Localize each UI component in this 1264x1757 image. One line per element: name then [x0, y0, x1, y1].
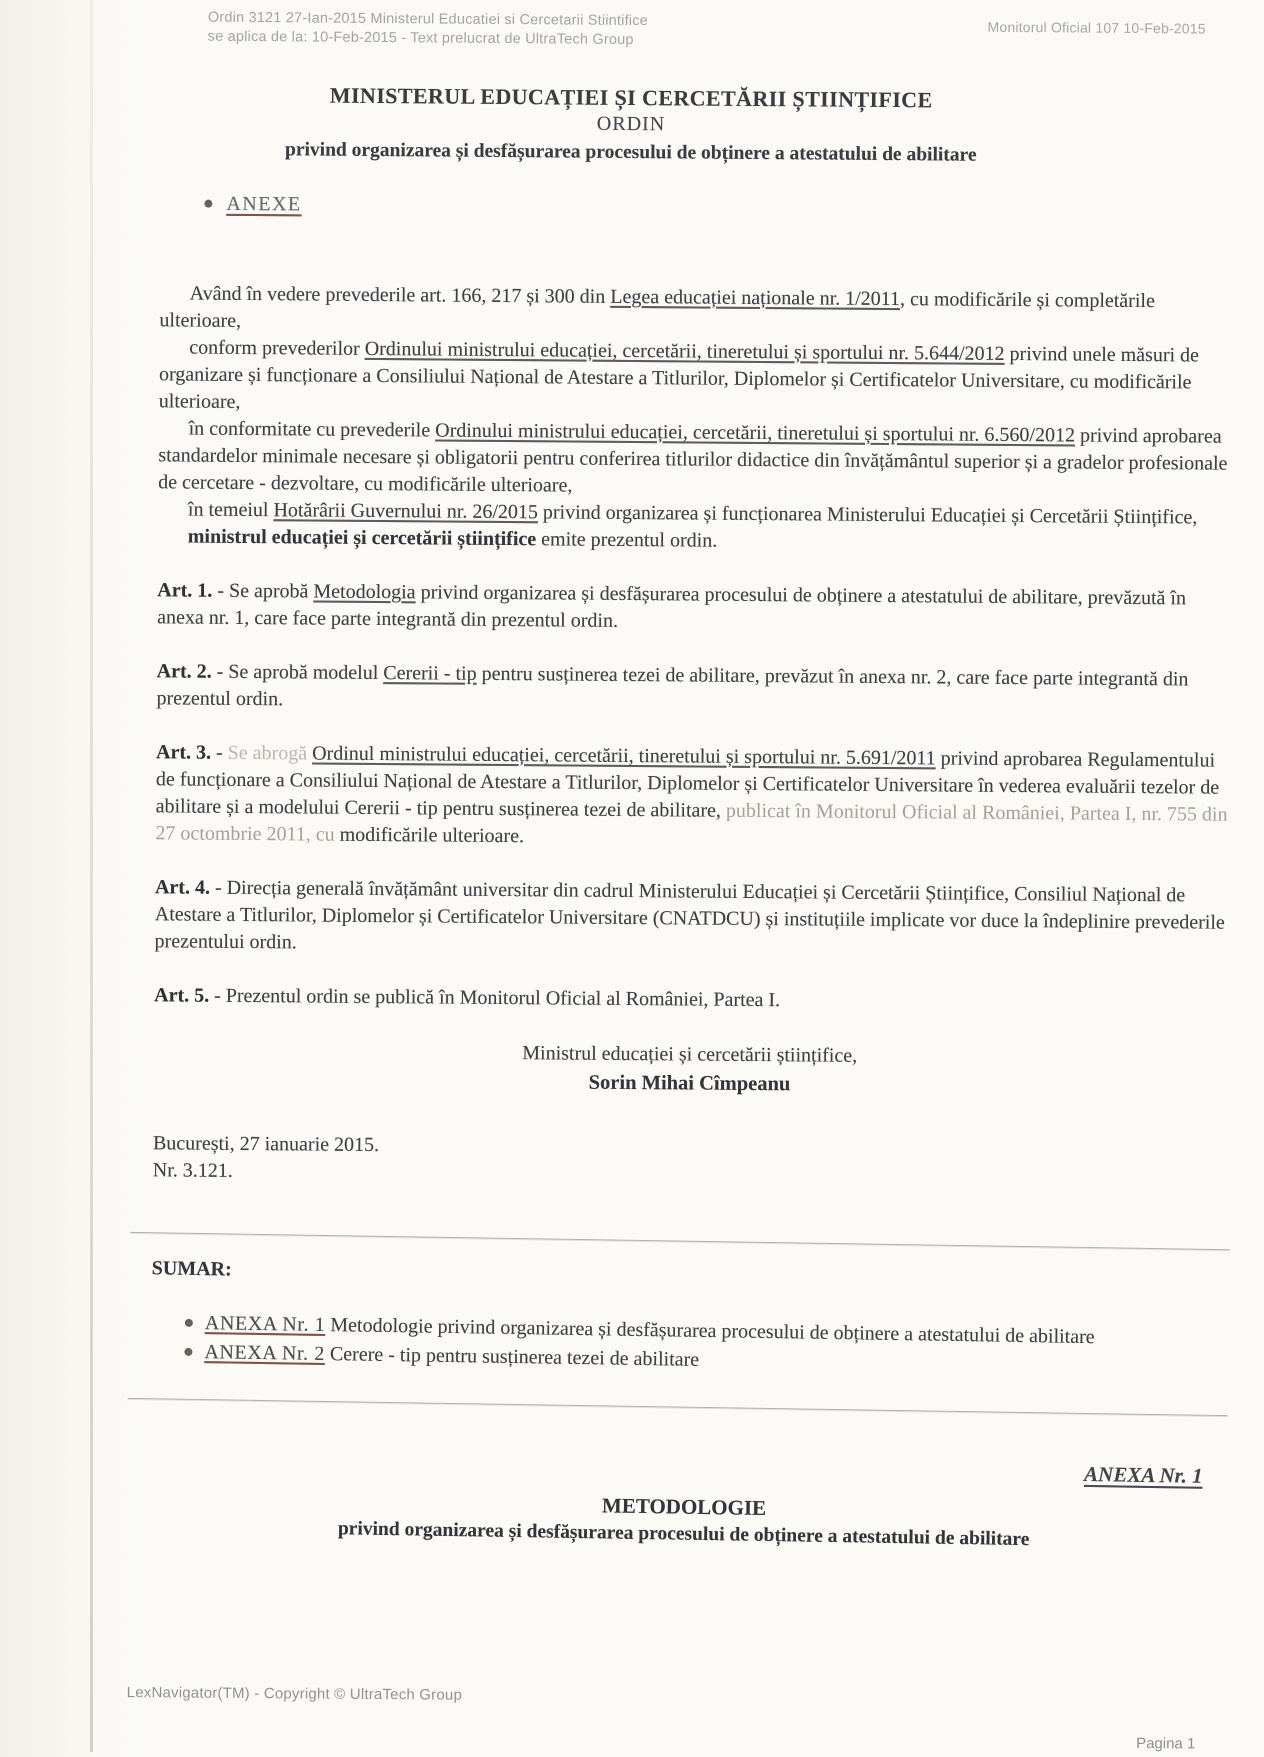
summary-and-annex-section [147, 1232, 1224, 1556]
link-ordin-5644-2012[interactable]: Ordinului ministrului educației, cercetării, tineretului și sportului nr. 5.644/2012 [364, 337, 1005, 365]
link-metodologia[interactable]: Metodologia [313, 580, 416, 604]
issue-number: Nr. 3.121. [152, 1159, 233, 1182]
text-run: Cerere - tip pentru susținerea tezei de abilitare [324, 1342, 700, 1371]
text-run: în temeiul [187, 498, 274, 522]
text-run: privind unele măsuri de organizare și funcționare a Consiliului Național de Atestare a Titlurilor, Diplomelor și Certificatelor Universitare, cu modificările ulterioare, [158, 342, 1200, 413]
text-run: pentru susținerea tezei de abilitare, prevăzut în anexa nr. 2, care face parte integrantă din prezentul ordin. [156, 662, 1189, 711]
bullet-icon [185, 1319, 193, 1327]
signature-name: Sorin Mihai Cîmpeanu [588, 1071, 791, 1096]
link-legea-educatiei-1-2011[interactable]: Legea educației naționale nr. 1/2011 [610, 285, 901, 311]
link-ordin-5691-2011[interactable]: Ordinul ministrului educației, cercetării, tineretului și sportului nr. 5.691/2011 [312, 742, 936, 770]
article-4-label: Art. 4. [154, 876, 211, 899]
document-body [150, 280, 1232, 1551]
text-run: modificările ulterioare. [334, 823, 525, 848]
text-run: în conformitate cu prevederile [188, 417, 436, 442]
text-run: privind organizarea și funcționarea Ministerului Educației și Cercetării Științifice, [537, 501, 1198, 529]
anexe-link[interactable]: ANEXE [226, 192, 302, 216]
faded-text-run: publicat în Monitorul Oficial al României, Partea I, nr. 755 din 27 octombrie 2011, cu [155, 799, 1228, 846]
divider-line [130, 1232, 1230, 1250]
annex-subtitle: privind organizarea și desfășurarea procesului de obținere a atestatului de abilitare [337, 1518, 1030, 1551]
issued-block [153, 1130, 1225, 1192]
annex-label-row [149, 1445, 1203, 1491]
signature-role: Ministrul educației și cercetării științifice, [522, 1042, 858, 1067]
document-header [0, 0, 1264, 55]
text-run: privind aprobarea standardelor minimale necesare și obligatorii pentru conferirea titlurilor didactice din învățământul superior și a gradelor profesionale de cercetare - dezvoltare, cu modificările ulterioare, [158, 424, 1228, 497]
link-hg-26-2015[interactable]: Hotărârii Guvernului nr. 26/2015 [273, 499, 539, 524]
text-run: , cu modificările și completările ulterioare, [159, 288, 1155, 332]
text-run: - Se aprobă modelul [211, 660, 384, 685]
text-run: Având în vedere prevederile art. 166, 217 și 300 din [189, 282, 611, 308]
text-run: - Direcția generală învățământ universitar din cadrul Ministerului Educației și Cercetării Științifice, Consiliul Național de Atestare a Titlurilor, Diplomelor și Certificatelor Universitare (CNATDCU) și instituțiile implicate vor duce la îndeplinire prevederile prezentului ordin. [154, 876, 1225, 954]
doc-info-line1: Ordin 3121 27-Ian-2015 Ministerul Educatiei si Cercetarii Stiintifice [207, 9, 649, 30]
title-block [0, 79, 1263, 171]
summary-heading: SUMAR: [151, 1257, 232, 1281]
doc-info-line2: se aplica de la: 10-Feb-2015 - Text prelucrat de UltraTech Group [207, 28, 634, 49]
text-run: privind organizarea și desfășurarea procesului de obținere a atestatului de abilitare, prevăzută în anexa nr. 1, care face parte integrantă din prezentul ordin. [157, 581, 1187, 632]
signature-block [153, 1037, 1225, 1102]
text-run: conform prevederilor [189, 336, 365, 360]
link-ordin-6560-2012[interactable]: Ordinului ministrului educației, cercetării, tineretului și sportului nr. 6.560/2012 [435, 419, 1076, 447]
text-run: emite prezentul ordin. [536, 528, 718, 552]
order-type-title: ORDIN [596, 112, 666, 136]
divider-line [128, 1398, 1228, 1416]
text-run: privind aprobarea Regulamentului de funcționare a Consiliului Național de Atestare a Titlurilor, Diplomelor și Certificatelor Universitare în vederea evaluării tezelor de abilitare și a modelului Cererii - tip pentru susținerea tezei de abilitare, [155, 747, 1220, 822]
link-cerere-tip[interactable]: Cererii - tip [383, 662, 477, 685]
annex-title: METODOLOGIE [601, 1493, 767, 1520]
doc-info-header [208, 9, 648, 50]
article-4 [154, 874, 1227, 963]
article-3 [155, 739, 1228, 855]
article-2 [156, 658, 1228, 720]
issue-place-date: București, 27 ianuarie 2015. [152, 1132, 380, 1157]
anexa-2-link[interactable]: ANEXA Nr. 2 [204, 1341, 326, 1365]
bullet-icon [204, 200, 212, 208]
page-number: Pagina 1 [1136, 1735, 1196, 1753]
monitor-oficial-header: Monitorul Oficial 107 10-Feb-2015 [987, 18, 1206, 37]
preamble-p2 [159, 334, 1232, 423]
article-1 [157, 577, 1229, 639]
order-subject-title: privind organizarea și desfășurarea procesului de obținere a atestatului de abilitare [284, 139, 977, 166]
preamble-p1 [159, 280, 1231, 342]
article-1-label: Art. 1. [157, 579, 213, 602]
article-5 [154, 982, 1226, 1017]
anexe-link-row [204, 191, 1262, 227]
article-2-label: Art. 2. [156, 660, 212, 683]
article-5-label: Art. 5. [154, 984, 210, 1007]
summary-list [150, 1308, 1223, 1383]
text-run: - [210, 741, 228, 764]
annex-1-heading-link[interactable]: ANEXA Nr. 1 [1083, 1461, 1203, 1488]
faded-text-run: Se abrogă [227, 741, 313, 765]
lexnavigator-copyright: LexNavigator(TM) - Copyright © UltraTech Group [126, 1684, 463, 1704]
text-run: - Prezentul ordin se publică în Monitorul Oficial al României, Partea I. [209, 984, 781, 1012]
article-3-label: Art. 3. [155, 741, 212, 764]
text-run: Metodologie privind organizarea și desfășurarea procesului de obținere a atestatului de abilitare [325, 1314, 1095, 1349]
minister-emphasis: ministrul educației și cercetării științifice [187, 525, 537, 551]
ministry-title: MINISTERUL EDUCAȚIEI ȘI CERCETĂRII ȘTIINȚIFICE [329, 82, 933, 113]
text-run: - Se aprobă [212, 579, 314, 603]
preamble-p3 [158, 415, 1231, 504]
bullet-icon [184, 1348, 192, 1356]
anexa-1-link[interactable]: ANEXA Nr. 1 [204, 1312, 326, 1336]
